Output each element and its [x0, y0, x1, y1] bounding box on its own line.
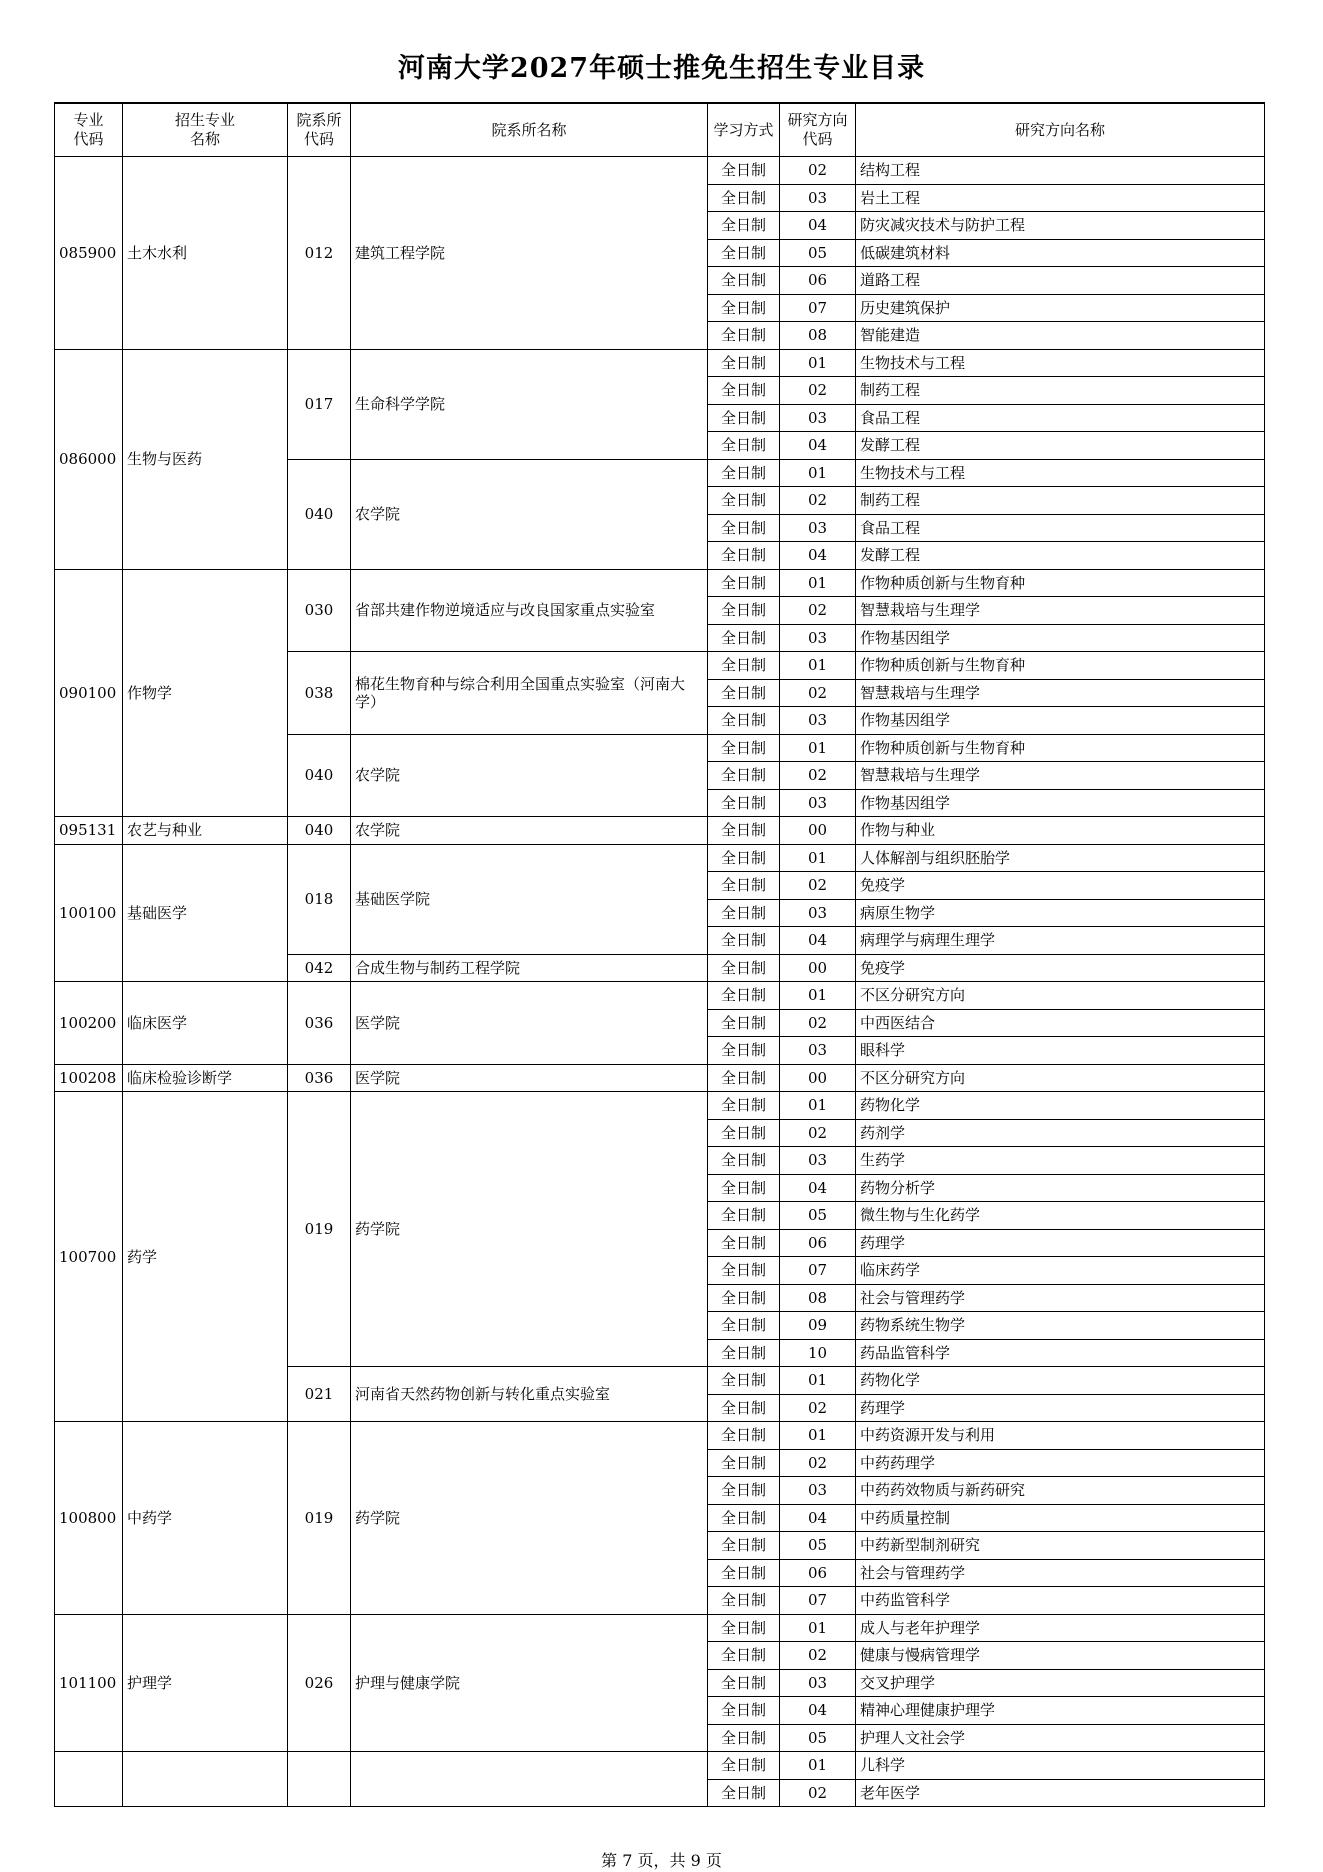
table-row: [55, 844, 1265, 872]
dir-name: 智能建造: [856, 322, 1265, 350]
dir-name: 微生物与生化药学: [856, 1202, 1265, 1230]
dept-code: 042: [288, 954, 351, 982]
table-row: [55, 1752, 1265, 1780]
study-mode: 全日制: [708, 1504, 780, 1532]
dir-code: 02: [780, 157, 856, 185]
dir-code: 04: [780, 1504, 856, 1532]
dir-name: 生物技术与工程: [856, 349, 1265, 377]
table-row: [55, 349, 1265, 377]
dept-code: 019: [288, 1422, 351, 1615]
dept-name: 医学院: [351, 982, 708, 1065]
header-dept-name: 院系所名称: [351, 103, 708, 157]
dir-code: 01: [780, 844, 856, 872]
dir-code: 04: [780, 1174, 856, 1202]
table-row: [55, 157, 1265, 185]
dir-code: 09: [780, 1312, 856, 1340]
dir-code: 03: [780, 1669, 856, 1697]
dir-name: 作物基因组学: [856, 707, 1265, 735]
dir-name: 社会与管理药学: [856, 1559, 1265, 1587]
dept-name: 农学院: [351, 817, 708, 845]
study-mode: 全日制: [708, 1642, 780, 1670]
table-row: [55, 1614, 1265, 1642]
major-name: 土木水利: [123, 157, 288, 350]
dir-name: 病原生物学: [856, 899, 1265, 927]
study-mode: 全日制: [708, 349, 780, 377]
dir-name: 免疫学: [856, 872, 1265, 900]
dir-name: 中药药理学: [856, 1449, 1265, 1477]
dir-code: 02: [780, 487, 856, 515]
study-mode: 全日制: [708, 1174, 780, 1202]
dir-code: 00: [780, 954, 856, 982]
dir-code: 05: [780, 1724, 856, 1752]
dept-code: 026: [288, 1614, 351, 1752]
dept-code: 018: [288, 844, 351, 954]
major-name: 农艺与种业: [123, 817, 288, 845]
dir-name: 中西医结合: [856, 1009, 1265, 1037]
dir-code: 03: [780, 184, 856, 212]
study-mode: 全日制: [708, 377, 780, 405]
dir-code: 01: [780, 1614, 856, 1642]
dir-code: 03: [780, 624, 856, 652]
major-code: 100800: [55, 1422, 123, 1615]
study-mode: 全日制: [708, 1367, 780, 1395]
dir-name: 病理学与病理生理学: [856, 927, 1265, 955]
dir-code: 01: [780, 982, 856, 1010]
header-row: [55, 103, 1265, 157]
dir-code: 00: [780, 817, 856, 845]
header-major-name: 招生专业 名称: [123, 103, 288, 157]
header-study-mode: 学习方式: [708, 103, 780, 157]
dept-name: 棉花生物育种与综合利用全国重点实验室（河南大学）: [351, 652, 708, 735]
study-mode: 全日制: [708, 1477, 780, 1505]
dept-code: 019: [288, 1092, 351, 1367]
dir-code: 03: [780, 1147, 856, 1175]
study-mode: 全日制: [708, 487, 780, 515]
dir-code: 02: [780, 1642, 856, 1670]
major-code: 090100: [55, 569, 123, 817]
major-name: 生物与医药: [123, 349, 288, 569]
study-mode: 全日制: [708, 1257, 780, 1285]
dir-code: 04: [780, 1697, 856, 1725]
major-name: 中药学: [123, 1422, 288, 1615]
dept-name: 河南省天然药物创新与转化重点实验室: [351, 1367, 708, 1422]
table-row: [55, 1422, 1265, 1450]
table-row: [55, 569, 1265, 597]
major-code: [55, 1752, 123, 1807]
catalog-table: [54, 102, 1265, 1807]
dir-code: 03: [780, 1037, 856, 1065]
study-mode: 全日制: [708, 514, 780, 542]
study-mode: 全日制: [708, 1339, 780, 1367]
study-mode: 全日制: [708, 1037, 780, 1065]
study-mode: 全日制: [708, 542, 780, 570]
dept-code: 012: [288, 157, 351, 350]
dir-code: 04: [780, 927, 856, 955]
study-mode: 全日制: [708, 1284, 780, 1312]
dept-name: 建筑工程学院: [351, 157, 708, 350]
study-mode: 全日制: [708, 322, 780, 350]
study-mode: 全日制: [708, 1119, 780, 1147]
dir-name: 发酵工程: [856, 542, 1265, 570]
dept-name: 药学院: [351, 1422, 708, 1615]
study-mode: 全日制: [708, 212, 780, 240]
dir-code: 03: [780, 514, 856, 542]
study-mode: 全日制: [708, 1614, 780, 1642]
dir-name: 护理人文社会学: [856, 1724, 1265, 1752]
dir-code: 04: [780, 432, 856, 460]
dir-name: 中药监管科学: [856, 1587, 1265, 1615]
dept-code: 040: [288, 817, 351, 845]
dir-code: 02: [780, 1779, 856, 1807]
dir-code: 01: [780, 459, 856, 487]
dept-name: 药学院: [351, 1092, 708, 1367]
dir-name: 健康与慢病管理学: [856, 1642, 1265, 1670]
dir-name: 社会与管理药学: [856, 1284, 1265, 1312]
study-mode: 全日制: [708, 1092, 780, 1120]
dir-code: 01: [780, 1367, 856, 1395]
dir-name: 药品监管科学: [856, 1339, 1265, 1367]
dir-name: 药物系统生物学: [856, 1312, 1265, 1340]
dir-code: 02: [780, 1394, 856, 1422]
study-mode: 全日制: [708, 899, 780, 927]
study-mode: 全日制: [708, 927, 780, 955]
dir-code: 04: [780, 542, 856, 570]
dept-code: 038: [288, 652, 351, 735]
dir-code: 01: [780, 569, 856, 597]
major-name: 临床医学: [123, 982, 288, 1065]
study-mode: 全日制: [708, 1312, 780, 1340]
major-code: 100208: [55, 1064, 123, 1092]
major-code: 086000: [55, 349, 123, 569]
dir-code: 02: [780, 1009, 856, 1037]
dir-name: 药物化学: [856, 1367, 1265, 1395]
header-dir-name: 研究方向名称: [856, 103, 1265, 157]
dir-code: 07: [780, 294, 856, 322]
dir-name: 中药资源开发与利用: [856, 1422, 1265, 1450]
major-name: [123, 1752, 288, 1807]
dir-name: 人体解剖与组织胚胎学: [856, 844, 1265, 872]
dir-name: 药理学: [856, 1394, 1265, 1422]
study-mode: 全日制: [708, 1009, 780, 1037]
dir-name: 免疫学: [856, 954, 1265, 982]
dir-name: 智慧栽培与生理学: [856, 679, 1265, 707]
table-row: [55, 1092, 1265, 1120]
dir-name: 临床药学: [856, 1257, 1265, 1285]
dir-code: 02: [780, 1119, 856, 1147]
header-major-code: 专业 代码: [55, 103, 123, 157]
dir-code: 02: [780, 872, 856, 900]
dept-code: 017: [288, 349, 351, 459]
dir-code: 01: [780, 1752, 856, 1780]
catalog-body: [55, 157, 1265, 1807]
dir-name: 中药质量控制: [856, 1504, 1265, 1532]
dir-code: 00: [780, 1064, 856, 1092]
dir-code: 07: [780, 1587, 856, 1615]
major-code: 085900: [55, 157, 123, 350]
dir-name: 药剂学: [856, 1119, 1265, 1147]
study-mode: 全日制: [708, 267, 780, 295]
major-name: 药学: [123, 1092, 288, 1422]
dir-code: 03: [780, 1477, 856, 1505]
dir-name: 作物种质创新与生物育种: [856, 652, 1265, 680]
table-row: [55, 1064, 1265, 1092]
dir-name: 药物化学: [856, 1092, 1265, 1120]
dir-name: 老年医学: [856, 1779, 1265, 1807]
study-mode: 全日制: [708, 872, 780, 900]
study-mode: 全日制: [708, 184, 780, 212]
study-mode: 全日制: [708, 1697, 780, 1725]
dept-code: 040: [288, 734, 351, 817]
dept-name: 医学院: [351, 1064, 708, 1092]
study-mode: 全日制: [708, 844, 780, 872]
dir-name: 不区分研究方向: [856, 982, 1265, 1010]
study-mode: 全日制: [708, 982, 780, 1010]
dir-code: 04: [780, 212, 856, 240]
dir-name: 道路工程: [856, 267, 1265, 295]
study-mode: 全日制: [708, 1724, 780, 1752]
study-mode: 全日制: [708, 432, 780, 460]
study-mode: 全日制: [708, 1779, 780, 1807]
study-mode: 全日制: [708, 1449, 780, 1477]
dir-name: 发酵工程: [856, 432, 1265, 460]
dir-code: 08: [780, 1284, 856, 1312]
dir-code: 05: [780, 1532, 856, 1560]
study-mode: 全日制: [708, 239, 780, 267]
dir-name: 作物种质创新与生物育种: [856, 569, 1265, 597]
dir-name: 生物技术与工程: [856, 459, 1265, 487]
header-dir-code: 研究方向 代码: [780, 103, 856, 157]
dir-code: 01: [780, 349, 856, 377]
dept-code: [288, 1752, 351, 1807]
dir-code: 01: [780, 734, 856, 762]
dir-name: 制药工程: [856, 487, 1265, 515]
dir-code: 05: [780, 239, 856, 267]
dir-code: 01: [780, 652, 856, 680]
study-mode: 全日制: [708, 1147, 780, 1175]
study-mode: 全日制: [708, 294, 780, 322]
major-code: 100100: [55, 844, 123, 982]
dir-name: 结构工程: [856, 157, 1265, 185]
dept-code: 021: [288, 1367, 351, 1422]
dir-code: 02: [780, 679, 856, 707]
study-mode: 全日制: [708, 459, 780, 487]
dept-name: 合成生物与制药工程学院: [351, 954, 708, 982]
dir-code: 06: [780, 1559, 856, 1587]
dir-code: 05: [780, 1202, 856, 1230]
dir-name: 眼科学: [856, 1037, 1265, 1065]
dir-name: 低碳建筑材料: [856, 239, 1265, 267]
study-mode: 全日制: [708, 1202, 780, 1230]
table-row: [55, 817, 1265, 845]
table-row: [55, 982, 1265, 1010]
study-mode: 全日制: [708, 817, 780, 845]
dir-name: 食品工程: [856, 514, 1265, 542]
study-mode: 全日制: [708, 1559, 780, 1587]
dir-code: 06: [780, 267, 856, 295]
major-code: 100700: [55, 1092, 123, 1422]
study-mode: 全日制: [708, 157, 780, 185]
dept-code: 040: [288, 459, 351, 569]
study-mode: 全日制: [708, 1229, 780, 1257]
dept-name: 生命科学学院: [351, 349, 708, 459]
study-mode: 全日制: [708, 624, 780, 652]
dir-name: 中药药效物质与新药研究: [856, 1477, 1265, 1505]
dir-name: 智慧栽培与生理学: [856, 597, 1265, 625]
dir-name: 食品工程: [856, 404, 1265, 432]
dir-name: 精神心理健康护理学: [856, 1697, 1265, 1725]
dir-code: 02: [780, 1449, 856, 1477]
dir-code: 07: [780, 1257, 856, 1285]
dir-code: 03: [780, 789, 856, 817]
dir-code: 02: [780, 597, 856, 625]
dir-name: 作物与种业: [856, 817, 1265, 845]
study-mode: 全日制: [708, 679, 780, 707]
study-mode: 全日制: [708, 1587, 780, 1615]
study-mode: 全日制: [708, 404, 780, 432]
dir-name: 成人与老年护理学: [856, 1614, 1265, 1642]
dept-name: 农学院: [351, 459, 708, 569]
study-mode: 全日制: [708, 1532, 780, 1560]
dept-code: 036: [288, 982, 351, 1065]
dir-name: 生药学: [856, 1147, 1265, 1175]
dir-name: 不区分研究方向: [856, 1064, 1265, 1092]
major-name: 基础医学: [123, 844, 288, 982]
dir-name: 历史建筑保护: [856, 294, 1265, 322]
study-mode: 全日制: [708, 1669, 780, 1697]
dir-code: 02: [780, 762, 856, 790]
dir-name: 作物基因组学: [856, 789, 1265, 817]
major-name: 作物学: [123, 569, 288, 817]
dir-code: 10: [780, 1339, 856, 1367]
dir-name: 防灾减灾技术与防护工程: [856, 212, 1265, 240]
dept-name: 省部共建作物逆境适应与改良国家重点实验室: [351, 569, 708, 652]
dir-name: 岩土工程: [856, 184, 1265, 212]
page-footer: 第 7 页，共 9 页: [601, 1851, 722, 1870]
header-dept-code: 院系所 代码: [288, 103, 351, 157]
dir-name: 制药工程: [856, 377, 1265, 405]
study-mode: 全日制: [708, 652, 780, 680]
dept-name: [351, 1752, 708, 1807]
dept-code: 030: [288, 569, 351, 652]
study-mode: 全日制: [708, 789, 780, 817]
dir-name: 作物基因组学: [856, 624, 1265, 652]
dir-name: 交叉护理学: [856, 1669, 1265, 1697]
dept-code: 036: [288, 1064, 351, 1092]
study-mode: 全日制: [708, 1422, 780, 1450]
dir-name: 药物分析学: [856, 1174, 1265, 1202]
dir-code: 02: [780, 377, 856, 405]
study-mode: 全日制: [708, 1752, 780, 1780]
study-mode: 全日制: [708, 707, 780, 735]
dept-name: 农学院: [351, 734, 708, 817]
page-title: 河南大学2027年硕士推免生招生专业目录: [397, 53, 926, 84]
major-name: 护理学: [123, 1614, 288, 1752]
dir-code: 03: [780, 707, 856, 735]
dir-code: 03: [780, 899, 856, 927]
study-mode: 全日制: [708, 954, 780, 982]
dir-code: 01: [780, 1092, 856, 1120]
dir-name: 药理学: [856, 1229, 1265, 1257]
major-code: 101100: [55, 1614, 123, 1752]
major-code: 100200: [55, 982, 123, 1065]
dept-name: 护理与健康学院: [351, 1614, 708, 1752]
study-mode: 全日制: [708, 597, 780, 625]
major-name: 临床检验诊断学: [123, 1064, 288, 1092]
dir-code: 08: [780, 322, 856, 350]
dir-name: 中药新型制剂研究: [856, 1532, 1265, 1560]
dir-name: 作物种质创新与生物育种: [856, 734, 1265, 762]
study-mode: 全日制: [708, 1394, 780, 1422]
dir-name: 儿科学: [856, 1752, 1265, 1780]
dir-name: 智慧栽培与生理学: [856, 762, 1265, 790]
major-code: 095131: [55, 817, 123, 845]
dir-code: 03: [780, 404, 856, 432]
dir-code: 01: [780, 1422, 856, 1450]
study-mode: 全日制: [708, 734, 780, 762]
study-mode: 全日制: [708, 1064, 780, 1092]
study-mode: 全日制: [708, 569, 780, 597]
dir-code: 06: [780, 1229, 856, 1257]
dept-name: 基础医学院: [351, 844, 708, 954]
study-mode: 全日制: [708, 762, 780, 790]
